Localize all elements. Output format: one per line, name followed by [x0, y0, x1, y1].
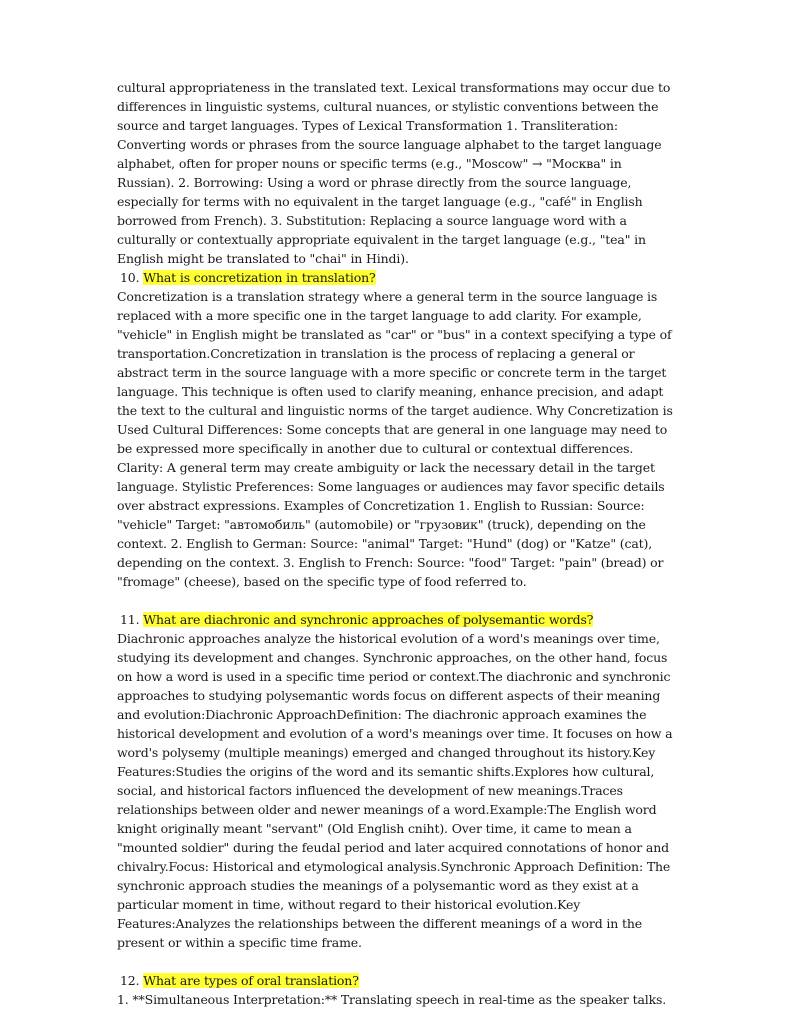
question-highlight: What are types of oral translation? — [143, 973, 359, 988]
paragraph-diachronic-synchronic: Diachronic approaches analyze the historical evolution of a word's meanings over time, studying its development and changes. Synchronic approaches, on the other hand, focus on how a word is used in a specific time period or context.The diachronic and synchronic approaches to studying polysemantic words focus on different aspects of their meaning and evolution:Diachronic ApproachDefinition: The diachronic approach examines the historical development and evolution of a word's meanings over time. It focuses on how a word's polysemy (multiple meanings) emerged and changed throughout its history.Key Features:Studies the origins of the word and its semantic shifts.Explores how cultural, social, and historical factors influenced the development of new meanings.Traces relationships between older and newer meanings of a word.Example:The English word knight originally meant "servant" (Old English cniht). Over time, it came to mean a "mounted soldier" during the feudal period and later acquired connotations of honor and chivalry.Focus: Historical and etymological analysis.Synchronic Approach Definition: The synchronic approach studies the meanings of a polysemantic word as they exist at a particular moment in time, without regard to their historical evolution.Key Features:Analyzes the relationships between the different meanings of a word in the present or within a specific time frame. — [117, 631, 673, 950]
paragraph-gap — [117, 952, 680, 971]
paragraph-lexical-transformation: cultural appropriateness in the translated text. Lexical transformations may occur due to differences in linguistic systems, cultural nuances, or stylistic conventions between the source and target languages. Types of Lexical Transformation 1. Transliteration: Converting words or phrases from the source language alphabet to the target language alphabet, often for proper nouns or specific terms (e.g., "Moscow" → "Москва" in Russian). 2. Borrowing: Using a word or phrase directly from the source language, especially for terms with no equivalent in the target language (e.g., "café" in English borrowed from French). 3. Substitution: Replacing a source language word with a culturally or contextually appropriate equivalent in the target language (e.g., "tea" in English might be translated to "chai" in Hindi). — [117, 80, 671, 266]
question-heading-11 — [117, 610, 680, 629]
question-heading-10 — [117, 268, 680, 287]
paragraph-gap — [117, 591, 680, 610]
question-number: 12. — [120, 973, 140, 988]
question-number: 11. — [120, 612, 140, 627]
paragraph-concretization: Concretization is a translation strategy where a general term in the source language is replaced with a more specific one in the target language to add clarity. For example, "vehicle" in English might be translated as "car" or "bus" in a context specifying a type of transportation.Concretization in translation is the process of replacing a general or abstract term in the source language with a more specific or concrete term in the target language. This technique is often used to clarify meaning, enhance precision, and adapt the text to the cultural and linguistic norms of the target audience. Why Concretization is Used Cultural Differences: Some concepts that are general in one language may need to be expressed more specifically in another due to cultural or contextual differences. Clarity: A general term may create ambiguity or lack the necessary detail in the target language. Stylistic Preferences: Some languages or audiences may favor specific details over abstract expressions. Examples of Concretization 1. English to Russian: Source: "vehicle" Target: "автомобиль" (automobile) or "грузовик" (truck), depending on the context. 2. English to German: Source: "animal" Target: "Hund" (dog) or "Katze" (cat), depending on the context. 3. English to French: Source: "food" Target: "pain" (bread) or "fromage" (cheese), based on the specific type of food referred to. — [117, 289, 673, 589]
question-heading-12 — [117, 971, 680, 990]
document-page — [117, 78, 680, 1009]
question-highlight: What is concretization in translation? — [143, 270, 376, 285]
paragraph-oral-translation: 1. **Simultaneous Interpretation:** Translating speech in real-time as the speaker talks. — [117, 992, 667, 1007]
question-number: 10. — [120, 270, 140, 285]
question-highlight: What are diachronic and synchronic approaches of polysemantic words? — [143, 612, 594, 627]
